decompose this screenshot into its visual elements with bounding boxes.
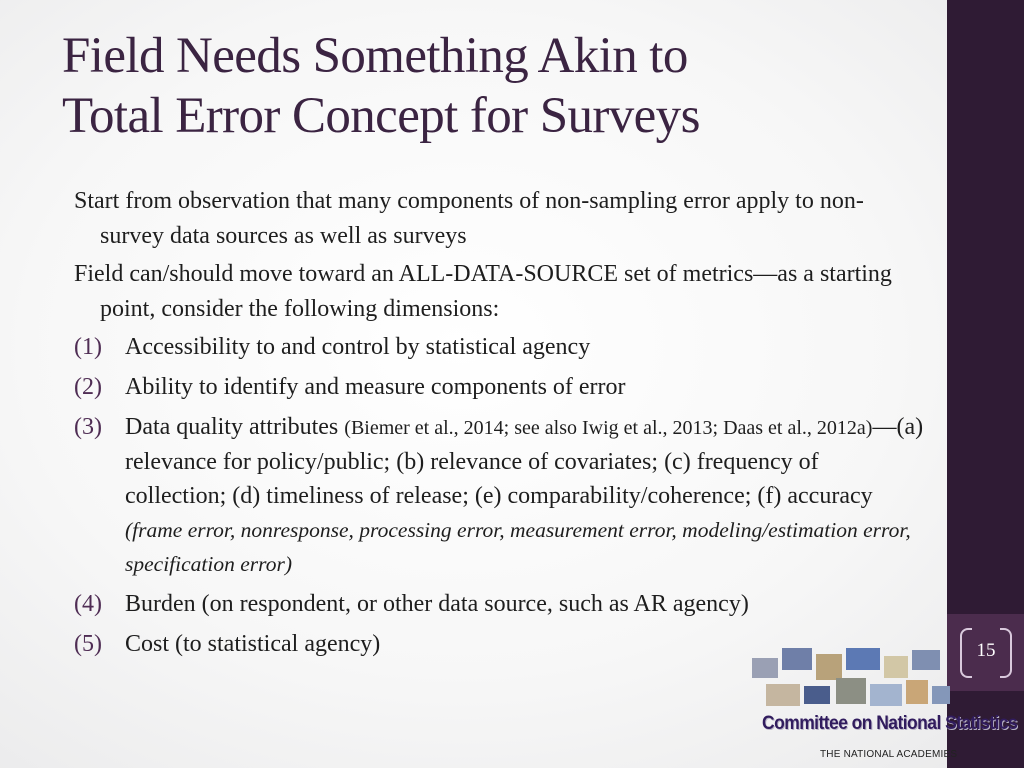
- body-paragraph-2: Field can/should move toward an ALL-DATA-SOURCE set of metrics—as a starting point, consider the following dimensions:: [74, 261, 892, 322]
- list-item-3: [74, 410, 924, 581]
- list-text: Burden (on respondent, or other data source, such as AR agency): [125, 591, 749, 617]
- right-brace-icon: [1000, 628, 1012, 678]
- title-line-1: Field Needs Something Akin to: [62, 28, 688, 84]
- title-line-2: Total Error Concept for Surveys: [62, 88, 700, 144]
- list-text-continued: —(a) relevance for policy/public; (b) relevance of covariates; (c) frequency of collection; (d) timeliness of release; (e) comparability/coherence; (f) accuracy: [125, 414, 924, 509]
- page-number-text: 15: [976, 640, 996, 661]
- list-item-1: [74, 330, 924, 364]
- slide-title: [62, 26, 932, 146]
- slide-body: [74, 184, 924, 667]
- national-academies-label: THE NATIONAL ACADEMIES: [820, 749, 958, 760]
- list-number: (3): [74, 414, 102, 440]
- list-number: (4): [74, 591, 102, 617]
- page-number: [960, 628, 1012, 674]
- list-number: (5): [74, 631, 102, 657]
- list-text: Data quality attributes: [125, 414, 345, 440]
- list-text: Cost (to statistical agency): [125, 631, 381, 657]
- cnstat-logo-text: Committee on National Statistics: [762, 713, 1018, 734]
- list-item-4: [74, 587, 924, 621]
- citation: (Biemer et al., 2014; see also Iwig et al., 2013; Daas et al., 2012a): [344, 417, 873, 439]
- list-text: Accessibility to and control by statistical agency: [125, 334, 591, 360]
- accuracy-components: (frame error, nonresponse, processing error, measurement error, modeling/estimation error, specification error): [125, 518, 911, 576]
- left-brace-icon: [960, 628, 972, 678]
- list-text: Ability to identify and measure components of error: [125, 374, 626, 400]
- body-paragraph-1: Start from observation that many components of non-sampling error apply to non-survey data sources as well as surveys: [74, 188, 864, 249]
- list-number: (2): [74, 374, 102, 400]
- list-item-2: [74, 370, 924, 404]
- list-number: (1): [74, 334, 102, 360]
